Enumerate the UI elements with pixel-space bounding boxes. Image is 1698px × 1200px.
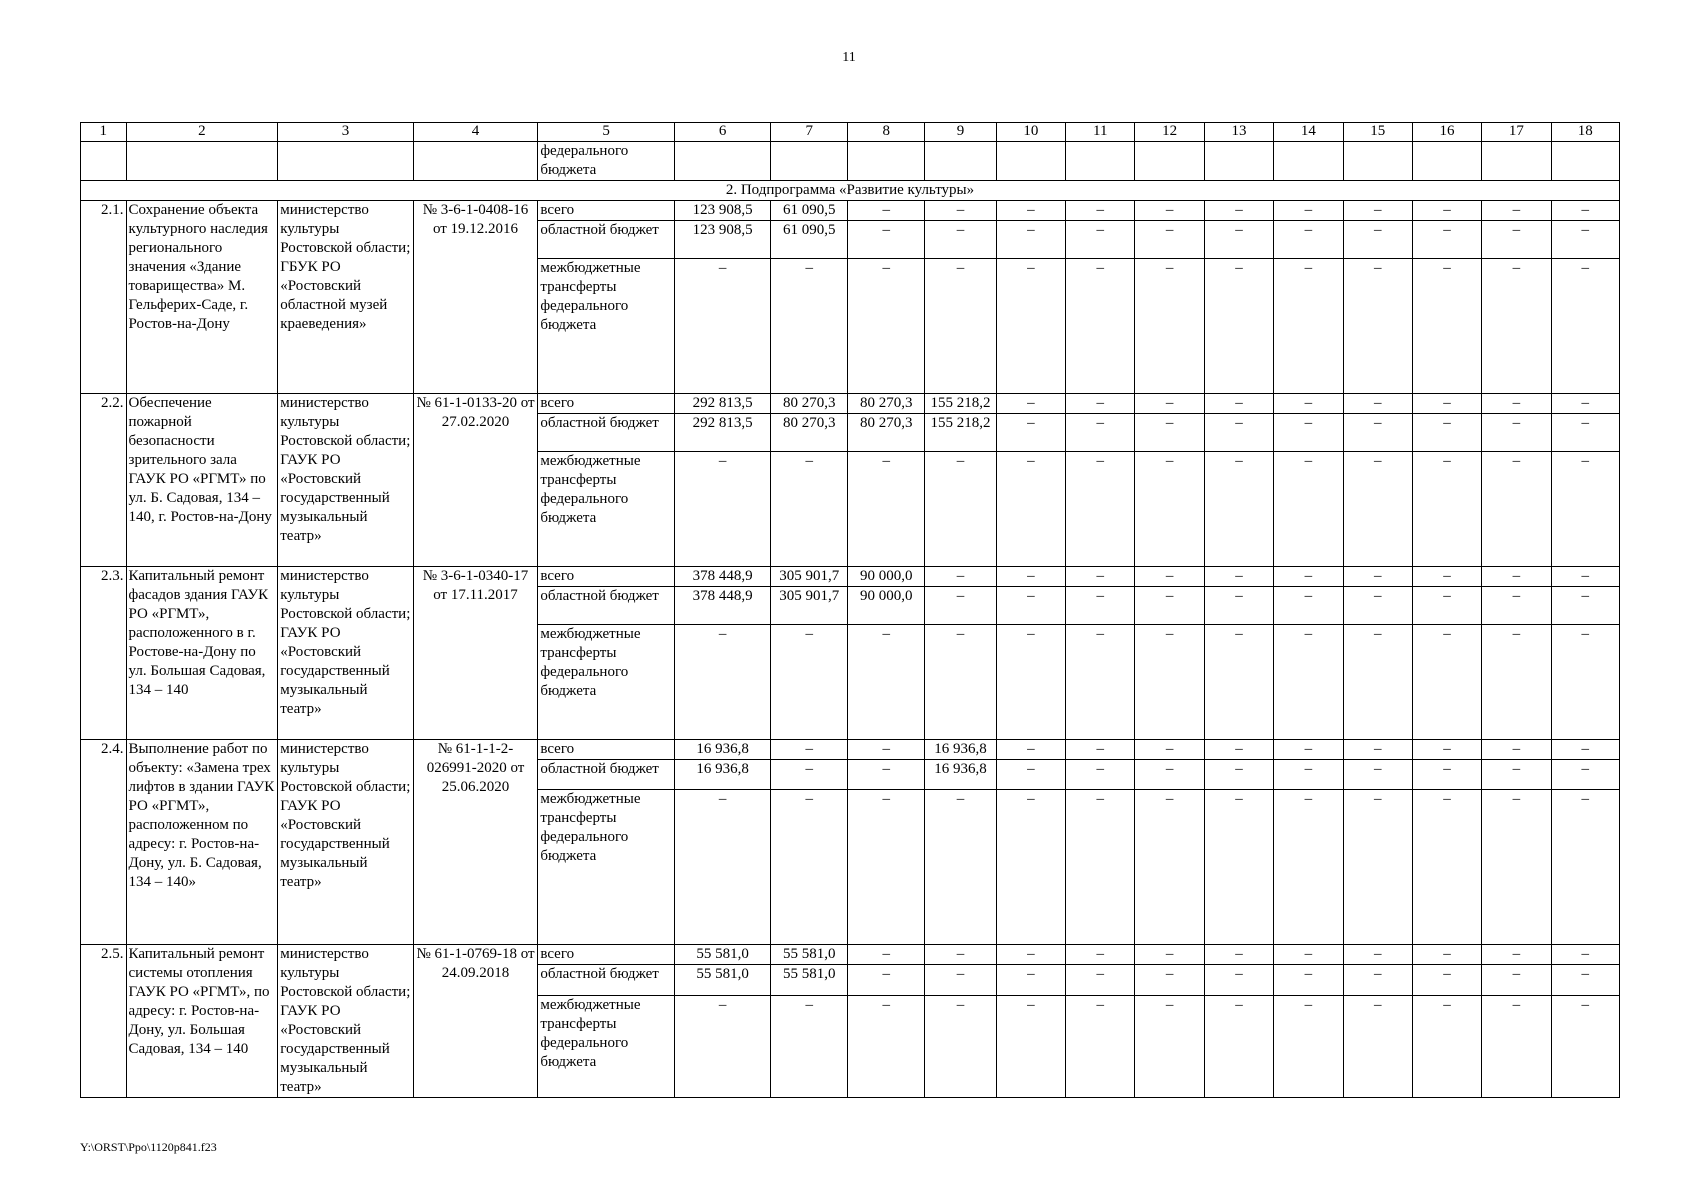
entry-number: 2.3. <box>81 567 127 740</box>
amount-cell: – <box>1135 760 1204 790</box>
amount-cell: – <box>1551 965 1619 996</box>
column-number: 15 <box>1343 123 1412 142</box>
amount-cell: 16 936,8 <box>925 760 997 790</box>
document-number: № 3-6-1-0340-17 от 17.11.2017 <box>413 567 538 740</box>
amount-cell: – <box>996 452 1065 567</box>
amount-cell: – <box>1204 965 1273 996</box>
amount-cell: – <box>1412 414 1481 452</box>
amount-cell: – <box>1274 740 1343 760</box>
column-number: 10 <box>996 123 1065 142</box>
empty-cell <box>1066 142 1135 181</box>
amount-cell: – <box>1066 567 1135 587</box>
amount-cell: – <box>1482 452 1551 567</box>
amount-cell: – <box>1343 567 1412 587</box>
amount-cell: – <box>1066 625 1135 740</box>
empty-cell <box>1135 142 1204 181</box>
amount-cell: – <box>848 625 925 740</box>
empty-cell <box>674 142 770 181</box>
amount-cell: – <box>925 995 997 1097</box>
amount-cell: – <box>1412 394 1481 414</box>
amount-cell: – <box>771 259 848 394</box>
empty-cell <box>413 142 538 181</box>
amount-cell: – <box>1066 394 1135 414</box>
amount-cell: – <box>1482 587 1551 625</box>
amount-cell: – <box>1066 760 1135 790</box>
amount-cell: 123 908,5 <box>674 201 770 221</box>
amount-cell: – <box>996 259 1065 394</box>
entry-number: 2.4. <box>81 740 127 945</box>
amount-cell: 378 448,9 <box>674 587 770 625</box>
amount-cell: 292 813,5 <box>674 414 770 452</box>
amount-cell: – <box>1343 740 1412 760</box>
amount-cell: – <box>1343 587 1412 625</box>
funding-source: межбюджетные трансферты федерального бюджета <box>538 259 675 394</box>
column-number: 16 <box>1412 123 1481 142</box>
empty-cell <box>925 142 997 181</box>
amount-cell: – <box>1274 760 1343 790</box>
amount-cell: – <box>674 625 770 740</box>
table-row <box>81 740 1620 760</box>
amount-cell: – <box>1482 965 1551 996</box>
amount-cell: – <box>848 790 925 945</box>
amount-cell: – <box>925 945 997 965</box>
amount-cell: 55 581,0 <box>674 965 770 996</box>
amount-cell: 305 901,7 <box>771 567 848 587</box>
amount-cell: – <box>1274 452 1343 567</box>
amount-cell: – <box>1135 790 1204 945</box>
amount-cell: – <box>1482 760 1551 790</box>
amount-cell: – <box>1204 567 1273 587</box>
amount-cell: – <box>1482 790 1551 945</box>
executor: министерство культуры Ростовской области; ГАУК РО «Ростовский государственный музыкальный театр» <box>278 740 413 945</box>
amount-cell: – <box>1135 945 1204 965</box>
amount-cell: – <box>848 740 925 760</box>
amount-cell: 90 000,0 <box>848 587 925 625</box>
empty-cell <box>1412 142 1481 181</box>
table-row <box>81 201 1620 221</box>
amount-cell: – <box>996 567 1065 587</box>
amount-cell: – <box>1343 760 1412 790</box>
amount-cell: – <box>674 790 770 945</box>
amount-cell: – <box>1412 945 1481 965</box>
column-number: 5 <box>538 123 675 142</box>
amount-cell: – <box>848 995 925 1097</box>
amount-cell: – <box>925 221 997 259</box>
amount-cell: – <box>1412 452 1481 567</box>
amount-cell: 55 581,0 <box>771 965 848 996</box>
column-number: 4 <box>413 123 538 142</box>
section-title: 2. Подпрограмма «Развитие культуры» <box>81 181 1620 201</box>
amount-cell: – <box>1343 201 1412 221</box>
amount-cell: – <box>1412 567 1481 587</box>
entry-number: 2.2. <box>81 394 127 567</box>
funding-source: межбюджетные трансферты федерального бюджета <box>538 452 675 567</box>
column-number: 12 <box>1135 123 1204 142</box>
column-number: 2 <box>126 123 278 142</box>
amount-cell: – <box>1482 259 1551 394</box>
amount-cell: – <box>848 965 925 996</box>
amount-cell: – <box>848 201 925 221</box>
amount-cell: – <box>1135 414 1204 452</box>
funding-source: областной бюджет <box>538 760 675 790</box>
amount-cell: – <box>1135 740 1204 760</box>
amount-cell: – <box>1066 587 1135 625</box>
document-number: № 3-6-1-0408-16 от 19.12.2016 <box>413 201 538 394</box>
funding-source: межбюджетные трансферты федерального бюджета <box>538 790 675 945</box>
empty-cell <box>1274 142 1343 181</box>
amount-cell: – <box>996 625 1065 740</box>
amount-cell: – <box>1066 945 1135 965</box>
amount-cell: – <box>925 625 997 740</box>
amount-cell: 123 908,5 <box>674 221 770 259</box>
amount-cell: – <box>1412 221 1481 259</box>
amount-cell: – <box>674 995 770 1097</box>
amount-cell: – <box>1066 740 1135 760</box>
amount-cell: 80 270,3 <box>771 414 848 452</box>
amount-cell: 16 936,8 <box>674 740 770 760</box>
funding-source: всего <box>538 945 675 965</box>
amount-cell: – <box>1412 587 1481 625</box>
empty-cell <box>126 142 278 181</box>
amount-cell: – <box>996 740 1065 760</box>
funding-source: всего <box>538 567 675 587</box>
amount-cell: 61 090,5 <box>771 221 848 259</box>
column-number: 18 <box>1551 123 1619 142</box>
amount-cell: – <box>1412 760 1481 790</box>
executor: министерство культуры Ростовской области; ГАУК РО «Ростовский государственный музыкальный театр» <box>278 945 413 1098</box>
amount-cell: – <box>1551 587 1619 625</box>
amount-cell: – <box>1551 740 1619 760</box>
column-number: 8 <box>848 123 925 142</box>
funding-source: областной бюджет <box>538 414 675 452</box>
empty-cell <box>1343 142 1412 181</box>
amount-cell: – <box>1274 567 1343 587</box>
amount-cell: 155 218,2 <box>925 394 997 414</box>
amount-cell: – <box>1274 259 1343 394</box>
empty-cell <box>1551 142 1619 181</box>
amount-cell: – <box>996 760 1065 790</box>
document-number: № 61-1-1-2-026991-2020 от 25.06.2020 <box>413 740 538 945</box>
amount-cell: – <box>1343 945 1412 965</box>
section-row <box>81 181 1620 201</box>
empty-cell <box>81 142 127 181</box>
amount-cell: – <box>996 587 1065 625</box>
object-name: Капитальный ремонт системы отопления ГАУК РО «РГМТ», по адресу: г. Ростов-на-Дону, ул. Большая Садовая, 134 – 140 <box>126 945 278 1098</box>
entry-number: 2.1. <box>81 201 127 394</box>
amount-cell: – <box>1204 587 1273 625</box>
amount-cell: – <box>1066 452 1135 567</box>
amount-cell: – <box>1551 201 1619 221</box>
column-number: 1 <box>81 123 127 142</box>
amount-cell: – <box>1343 625 1412 740</box>
funding-source: всего <box>538 394 675 414</box>
amount-cell: – <box>1412 965 1481 996</box>
amount-cell: – <box>771 760 848 790</box>
amount-cell: – <box>1551 790 1619 945</box>
empty-cell <box>848 142 925 181</box>
executor: министерство культуры Ростовской области; ГАУК РО «Ростовский государственный музыкальный театр» <box>278 394 413 567</box>
amount-cell: – <box>1135 965 1204 996</box>
amount-cell: – <box>925 201 997 221</box>
table-body <box>81 123 1620 1098</box>
amount-cell: – <box>1343 259 1412 394</box>
amount-cell: – <box>996 221 1065 259</box>
amount-cell: – <box>1135 625 1204 740</box>
column-number: 9 <box>925 123 997 142</box>
amount-cell: – <box>1551 259 1619 394</box>
empty-cell <box>771 142 848 181</box>
amount-cell: – <box>848 221 925 259</box>
column-number: 14 <box>1274 123 1343 142</box>
amount-cell: – <box>1274 587 1343 625</box>
empty-cell <box>1482 142 1551 181</box>
amount-cell: – <box>1482 394 1551 414</box>
amount-cell: – <box>848 760 925 790</box>
amount-cell: – <box>1204 995 1273 1097</box>
amount-cell: – <box>1343 414 1412 452</box>
amount-cell: – <box>1274 625 1343 740</box>
amount-cell: – <box>1482 625 1551 740</box>
amount-cell: – <box>1482 414 1551 452</box>
amount-cell: 90 000,0 <box>848 567 925 587</box>
amount-cell: 80 270,3 <box>848 394 925 414</box>
amount-cell: – <box>1482 740 1551 760</box>
footer-file-path: Y:\ORST\Ppo\1120p841.f23 <box>80 1140 217 1154</box>
amount-cell: – <box>1135 452 1204 567</box>
amount-cell: – <box>996 995 1065 1097</box>
amount-cell: – <box>1551 414 1619 452</box>
funding-source: областной бюджет <box>538 965 675 996</box>
amount-cell: – <box>848 945 925 965</box>
amount-cell: – <box>1066 414 1135 452</box>
source-cell: федерального бюджета <box>538 142 675 181</box>
empty-cell <box>996 142 1065 181</box>
amount-cell: – <box>1135 394 1204 414</box>
amount-cell: – <box>1412 625 1481 740</box>
funding-source: межбюджетные трансферты федерального бюджета <box>538 995 675 1097</box>
amount-cell: – <box>925 567 997 587</box>
amount-cell: – <box>925 790 997 945</box>
amount-cell: – <box>1551 945 1619 965</box>
amount-cell: – <box>771 790 848 945</box>
continued-row <box>81 142 1620 181</box>
amount-cell: – <box>1274 221 1343 259</box>
amount-cell: – <box>1482 221 1551 259</box>
amount-cell: 61 090,5 <box>771 201 848 221</box>
amount-cell: – <box>1135 201 1204 221</box>
amount-cell: 305 901,7 <box>771 587 848 625</box>
table-row <box>81 945 1620 965</box>
column-number: 3 <box>278 123 413 142</box>
funding-source: областной бюджет <box>538 587 675 625</box>
amount-cell: 80 270,3 <box>771 394 848 414</box>
amount-cell: – <box>1412 259 1481 394</box>
amount-cell: – <box>996 394 1065 414</box>
empty-cell <box>1204 142 1273 181</box>
amount-cell: – <box>1412 201 1481 221</box>
table-row <box>81 394 1620 414</box>
amount-cell: 55 581,0 <box>674 945 770 965</box>
program-table <box>80 122 1620 1098</box>
amount-cell: – <box>925 259 997 394</box>
amount-cell: – <box>1274 965 1343 996</box>
amount-cell: – <box>1204 945 1273 965</box>
amount-cell: – <box>1551 221 1619 259</box>
amount-cell: – <box>1274 995 1343 1097</box>
amount-cell: – <box>674 259 770 394</box>
amount-cell: – <box>1204 760 1273 790</box>
amount-cell: – <box>1482 995 1551 1097</box>
amount-cell: – <box>925 965 997 996</box>
amount-cell: 292 813,5 <box>674 394 770 414</box>
amount-cell: – <box>1551 394 1619 414</box>
document-number: № 61-1-0769-18 от 24.09.2018 <box>413 945 538 1098</box>
column-number: 6 <box>674 123 770 142</box>
amount-cell: – <box>1204 790 1273 945</box>
amount-cell: – <box>848 452 925 567</box>
amount-cell: – <box>925 587 997 625</box>
amount-cell: – <box>674 452 770 567</box>
amount-cell: – <box>848 259 925 394</box>
amount-cell: – <box>996 965 1065 996</box>
document-number: № 61-1-0133-20 от 27.02.2020 <box>413 394 538 567</box>
amount-cell: – <box>1204 201 1273 221</box>
amount-cell: – <box>1412 740 1481 760</box>
amount-cell: – <box>1066 201 1135 221</box>
amount-cell: – <box>1551 760 1619 790</box>
amount-cell: – <box>1204 625 1273 740</box>
entry-number: 2.5. <box>81 945 127 1098</box>
amount-cell: – <box>996 790 1065 945</box>
funding-source: областной бюджет <box>538 221 675 259</box>
amount-cell: – <box>1482 945 1551 965</box>
amount-cell: – <box>1204 452 1273 567</box>
amount-cell: – <box>1551 567 1619 587</box>
amount-cell: – <box>1343 995 1412 1097</box>
amount-cell: – <box>1204 414 1273 452</box>
amount-cell: – <box>1274 201 1343 221</box>
amount-cell: 378 448,9 <box>674 567 770 587</box>
amount-cell: – <box>1343 452 1412 567</box>
column-number: 7 <box>771 123 848 142</box>
column-number: 17 <box>1482 123 1551 142</box>
amount-cell: – <box>1343 790 1412 945</box>
amount-cell: – <box>925 452 997 567</box>
amount-cell: – <box>1412 790 1481 945</box>
amount-cell: – <box>771 625 848 740</box>
table-row <box>81 567 1620 587</box>
amount-cell: – <box>1274 394 1343 414</box>
amount-cell: – <box>1066 965 1135 996</box>
funding-source: всего <box>538 201 675 221</box>
amount-cell: – <box>1204 740 1273 760</box>
amount-cell: – <box>1482 201 1551 221</box>
amount-cell: 55 581,0 <box>771 945 848 965</box>
amount-cell: 16 936,8 <box>925 740 997 760</box>
amount-cell: – <box>1343 221 1412 259</box>
amount-cell: – <box>771 740 848 760</box>
amount-cell: – <box>996 201 1065 221</box>
page-number: 11 <box>842 50 856 65</box>
amount-cell: – <box>1135 259 1204 394</box>
object-name: Капитальный ремонт фасадов здания ГАУК РО «РГМТ», расположенного в г. Ростове-на-Дону по ул. Большая Садовая, 134 – 140 <box>126 567 278 740</box>
amount-cell: – <box>1204 259 1273 394</box>
amount-cell: 155 218,2 <box>925 414 997 452</box>
amount-cell: – <box>1343 394 1412 414</box>
amount-cell: – <box>996 945 1065 965</box>
amount-cell: – <box>771 452 848 567</box>
amount-cell: – <box>1274 414 1343 452</box>
amount-cell: – <box>1482 567 1551 587</box>
amount-cell: 80 270,3 <box>848 414 925 452</box>
funding-source: межбюджетные трансферты федерального бюджета <box>538 625 675 740</box>
amount-cell: – <box>996 414 1065 452</box>
column-number: 13 <box>1204 123 1273 142</box>
amount-cell: – <box>1274 945 1343 965</box>
amount-cell: – <box>1066 995 1135 1097</box>
amount-cell: – <box>1343 965 1412 996</box>
executor: министерство культуры Ростовской области; ГАУК РО «Ростовский государственный музыкальный театр» <box>278 567 413 740</box>
amount-cell: – <box>1204 221 1273 259</box>
amount-cell: – <box>1204 394 1273 414</box>
amount-cell: – <box>1551 452 1619 567</box>
executor: министерство культуры Ростовской области; ГБУК РО «Ростовский областной музей краеведения» <box>278 201 413 394</box>
amount-cell: – <box>1274 790 1343 945</box>
amount-cell: – <box>1135 587 1204 625</box>
amount-cell: – <box>1551 625 1619 740</box>
amount-cell: – <box>1551 995 1619 1097</box>
amount-cell: – <box>1412 995 1481 1097</box>
amount-cell: – <box>1066 790 1135 945</box>
amount-cell: – <box>1066 259 1135 394</box>
amount-cell: – <box>1135 567 1204 587</box>
object-name: Выполнение работ по объекту: «Замена трех лифтов в здании ГАУК РО «РГМТ», расположенном по адресу: г. Ростов-на-Дону, ул. Б. Садовая, 134 – 140» <box>126 740 278 945</box>
object-name: Сохранение объекта культурного наследия регионального значения «Здание товарищества» М. Гельферих-Саде, г. Ростов-на-Дону <box>126 201 278 394</box>
column-number: 11 <box>1066 123 1135 142</box>
funding-source: всего <box>538 740 675 760</box>
empty-cell <box>278 142 413 181</box>
column-number-row <box>81 123 1620 142</box>
object-name: Обеспечение пожарной безопасности зрительного зала ГАУК РО «РГМТ» по ул. Б. Садовая, 134 – 140, г. Ростов-на-Дону <box>126 394 278 567</box>
amount-cell: – <box>1135 995 1204 1097</box>
amount-cell: – <box>1135 221 1204 259</box>
amount-cell: – <box>1066 221 1135 259</box>
amount-cell: 16 936,8 <box>674 760 770 790</box>
amount-cell: – <box>771 995 848 1097</box>
